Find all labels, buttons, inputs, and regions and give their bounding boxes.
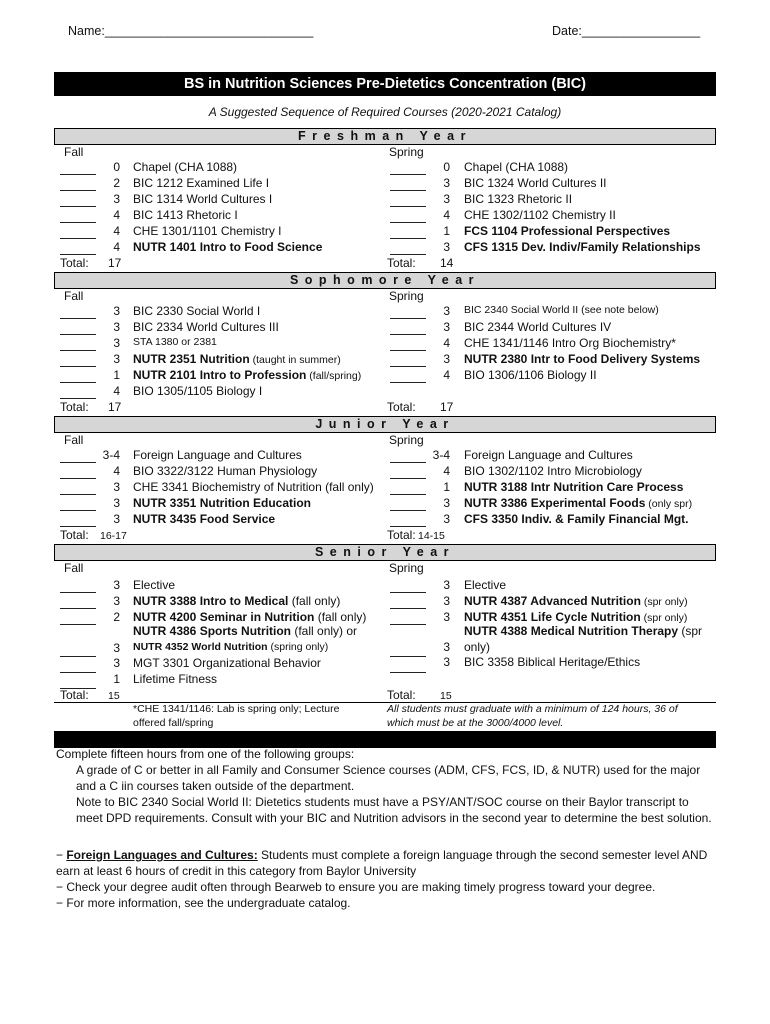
course-name [464,160,568,174]
course-name [133,176,269,190]
course-code: NUTR 3351 Nutrition Education [133,496,312,510]
total-label: Total: [60,528,89,542]
fall-label: Fall [64,289,84,303]
course-code: BIC 1413 Rhetoric I [133,208,238,222]
course-note: (taught in summer) [249,354,341,366]
course-name: BIC 3358 Biblical Heritage/Ethics [464,655,641,669]
total-label: Total: [387,528,416,542]
bullet: − [56,848,67,862]
credit-blank[interactable] [390,596,426,609]
credits: 4 [113,384,120,398]
credits: 3 [443,578,450,592]
course-note: (spring only) [267,641,329,653]
credits: 3 [113,578,120,592]
course-name [133,352,341,366]
credits: 3 [443,320,450,334]
credit-blank[interactable] [60,338,96,351]
course-name [133,384,262,398]
course-code: FCS 1104 Professional Perspectives [464,224,671,238]
notes-fl-text: Students must complete a foreign language through the second semester level AND earn at least 6 hours of credit in this category from Baylor University [56,848,708,878]
credit-blank[interactable] [60,482,96,495]
credit-blank[interactable] [390,580,426,593]
credits: 1 [113,672,120,686]
course-code: BIC 1212 Examined Life I [133,176,270,190]
course-name: Elective [133,578,176,592]
notes-intro: Complete fifteen hours from one of the following groups: [56,747,355,761]
credits: 0 [113,160,120,174]
spring-label: Spring [389,433,424,447]
credit-blank[interactable] [390,644,426,657]
credits: 4 [443,464,450,478]
course-name [133,610,366,624]
course-name [464,352,700,366]
graduation-note: All students must graduate with a minimum of 124 hours, 36 of which must be at the 3000/4000 level. [387,703,678,729]
course-code: NUTR 4200 Seminar in Nutrition [133,610,315,624]
credits: 3 [113,512,120,526]
notes-foreign-language [56,847,716,879]
credit-blank[interactable] [60,354,96,367]
credits: 2 [113,176,120,190]
spring-label: Spring [389,145,424,159]
credit-blank[interactable] [390,612,426,625]
course-name [464,208,616,222]
course-code: BIO 1302/1102 Intro Microbiology [464,464,642,478]
course-name [464,448,633,462]
course-name [133,496,311,510]
course-code: BIC 2334 World Cultures III [133,320,279,334]
course-code: NUTR 4388 Medical Nutrition Therapy [464,624,679,638]
credits: 4 [443,336,450,350]
total-value: 15 [108,690,120,702]
credits: 3 [113,480,120,494]
total-label: Total: [387,400,416,414]
course-code: CHE 3341 Biochemistry of Nutrition (fall only) [133,480,374,494]
course-note: (only spr) [645,498,693,510]
course-name [464,240,701,254]
course-code: BIC 1323 Rhetoric II [464,192,573,206]
notes-catalog: − For more information, see the undergraduate catalog. [56,896,351,910]
credits: 3 [443,610,450,624]
course-code: CHE 1301/1101 Chemistry I [133,224,282,238]
course-name [133,224,282,238]
credit-blank[interactable] [60,226,96,239]
credits: 3 [443,176,450,190]
credit-blank[interactable] [390,466,426,479]
course-code: NUTR 4387 Advanced Nutrition [464,594,641,608]
credits: 3 [443,640,450,654]
total-label: Total: [60,400,89,414]
credit-blank[interactable] [390,370,426,383]
course-name: MGT 3301 Organizational Behavior [133,656,321,670]
course-name [464,496,692,510]
course-code: NUTR 4351 Life Cycle Nutrition [464,610,641,624]
total-value: 14-15 [418,530,445,542]
credit-blank[interactable] [60,210,96,223]
credits: 3 [443,304,450,318]
credit-blank[interactable] [390,482,426,495]
course-name: Elective [464,578,507,592]
course-name [464,594,688,608]
total-value: 17 [108,256,122,270]
total-label: Total: [60,688,89,702]
credit-blank[interactable] [60,322,96,335]
credit-blank[interactable] [60,194,96,207]
credit-blank[interactable] [60,660,96,673]
course-name [133,304,260,318]
course-name [464,368,597,382]
course-name [133,594,340,608]
spring-label: Spring [389,289,424,303]
course-code: NUTR 3188 Intr Nutrition Care Process [464,480,684,494]
course-code: BIO 1306/1106 Biology II [464,368,597,382]
credit-blank[interactable] [60,242,96,255]
course-code: NUTR 2380 Intr to Food Delivery Systems [464,352,701,366]
course-code: CFS 3350 Indiv. & Family Financial Mgt. [464,512,689,526]
course-code: Chapel (CHA 1088) [133,160,238,174]
page-subtitle: A Suggested Sequence of Required Courses (2020-2021 Catalog) [208,105,562,119]
credit-blank[interactable] [60,450,96,463]
course-note: (fall only) [288,594,341,608]
course-note: (spr only) [640,596,688,608]
credits: 3 [443,655,450,669]
course-code: BIO 1305/1105 Biology I [133,384,263,398]
total-value: 15 [440,690,452,702]
course-name [464,464,642,478]
course-code: NUTR 1401 Intro to Food Science [133,240,323,254]
course-name [464,176,607,190]
credits: 3 [113,656,120,670]
course-name [464,512,689,526]
year-header-sophomore: Sophomore Year [54,272,716,289]
course-note: (fall only) [314,610,367,624]
credits: 4 [443,368,450,382]
credits: 3 [113,352,120,366]
credits: 3 [113,496,120,510]
credit-blank[interactable] [60,596,96,609]
course-code: NUTR 2351 Nutrition [133,352,250,366]
credit-blank[interactable] [390,498,426,511]
credits: 1 [113,368,120,382]
credit-blank[interactable] [390,354,426,367]
course-code: CHE 1341/1146 Intro Org Biochemistry* [464,336,676,350]
course-name [133,624,357,638]
credit-blank[interactable] [60,386,96,399]
course-name [464,336,676,350]
course-code: Foreign Language and Cultures [464,448,633,462]
course-name [464,320,611,334]
total-value: 14 [440,256,454,270]
senior-fall-label: Fall [64,561,84,575]
credits: 3 [113,336,120,350]
course-name: Lifetime Fitness [133,672,218,686]
course-code: BIC 2330 Social World I [133,304,261,318]
course-code: STA 1380 or 2381 [133,336,217,348]
credit-blank[interactable] [390,194,426,207]
credits: 1 [443,224,450,238]
year-header-junior: Junior Year [54,416,716,433]
course-name [133,320,279,334]
credit-blank[interactable] [390,514,426,527]
total-value: 16-17 [100,530,127,542]
credits: 1 [443,480,450,494]
notes-audit: − Check your degree audit often through Bearweb to ensure you are making timely progress toward your degree. [56,880,656,894]
credits: 3 [113,594,120,608]
credits: 0 [443,160,450,174]
course-name [133,160,237,174]
notes-bic2340: Note to BIC 2340 Social World II: Dietetics students must have a PSY/ANT/SOC course on their Baylor transcript to meet DPD requirements. Consult with your BIC and Nutrition advisors in the second year to determine the best solution. [76,795,712,825]
course-name [464,610,687,624]
credit-blank[interactable] [390,450,426,463]
course-name [133,512,275,526]
course-name [133,464,317,478]
course-code: CFS 1315 Dev. Indiv/Family Relationships [464,240,701,254]
course-code: BIC 1324 World Cultures II [464,176,607,190]
credits: 4 [113,208,120,222]
course-name [464,624,702,638]
credit-blank[interactable] [60,644,96,657]
course-code: NUTR 3435 Food Service [133,512,276,526]
credit-blank[interactable] [60,514,96,527]
course-note: only) [464,640,491,654]
course-code: NUTR 3386 Experimental Foods [464,496,646,510]
course-name [133,240,322,254]
credits: 3 [113,641,120,655]
course-name [464,224,670,238]
fall-label: Fall [64,433,84,447]
credits: 3-4 [432,448,450,462]
credits: 3 [443,240,450,254]
credits: 3 [443,512,450,526]
course-code: BIC 1314 World Cultures I [133,192,273,206]
credit-blank[interactable] [60,580,96,593]
credits: 4 [113,224,120,238]
credits: 3 [113,192,120,206]
course-name [133,336,217,348]
credits: 3 [443,594,450,608]
course-code: NUTR 4386 Sports Nutrition [133,624,292,638]
page-title: BS in Nutrition Sciences Pre-Dietetics Concentration (BIC) [54,72,716,96]
total-value: 17 [440,400,454,414]
course-name [133,480,374,494]
credit-blank[interactable] [390,660,426,673]
notes-grade: A grade of C or better in all Family and Consumer Science courses (ADM, CFS, FCS, ID, & NUTR) used for the major and a C iin courses taken outside of the department. [76,763,701,793]
credit-blank[interactable] [60,466,96,479]
course-name [464,192,572,206]
credits: 4 [443,208,450,222]
credits: 4 [113,240,120,254]
fall-label: Fall [64,145,84,159]
credit-blank[interactable] [390,322,426,335]
year-header-freshman: Freshman Year [54,128,716,145]
credit-blank[interactable] [60,178,96,191]
credits: 3 [443,192,450,206]
name-field-label: Name:______________________________ [68,24,314,38]
course-code: Foreign Language and Cultures [133,448,302,462]
course-code: BIO 3322/3122 Human Physiology [133,464,318,478]
course-name [133,208,238,222]
course-name [133,448,302,462]
credit-blank[interactable] [390,226,426,239]
credit-blank[interactable] [390,242,426,255]
date-field-label: Date:_________________ [552,24,701,38]
credits: 3 [443,352,450,366]
credits: 3 [113,304,120,318]
credits: 2 [113,610,120,624]
course-code: Chapel (CHA 1088) [464,160,569,174]
year-header-senior: Senior Year [54,544,716,561]
course-note: (fall/spring) [306,370,362,382]
credit-blank[interactable] [390,162,426,175]
credit-blank[interactable] [390,338,426,351]
course-code: NUTR 4352 World Nutrition [133,641,268,653]
credits: 3-4 [102,448,120,462]
course-code: BIC 2340 Social World II (see note below) [464,304,659,316]
credit-blank[interactable] [60,162,96,175]
credits: 3 [443,496,450,510]
course-name [133,368,361,382]
course-code: NUTR 3388 Intro to Medical [133,594,289,608]
credits: 4 [113,464,120,478]
total-label: Total: [387,688,416,702]
credit-blank[interactable] [60,612,96,625]
total-label: Total: [387,256,416,270]
course-name [133,192,272,206]
course-name [464,480,683,494]
credit-blank[interactable] [60,498,96,511]
course-note: (spr [678,624,703,638]
footnote: *CHE 1341/1146: Lab is spring only; Lecture offered fall/spring [133,703,340,729]
credit-blank[interactable] [60,306,96,319]
notes-fl-label: Foreign Languages and Cultures: [66,848,258,862]
course-code: NUTR 2101 Intro to Profession [133,368,307,382]
credit-blank[interactable] [390,210,426,223]
course-code: BIC 2344 World Cultures IV [464,320,612,334]
course-note: (spr only) [640,612,688,624]
total-label: Total: [60,256,89,270]
senior-spring-label: Spring [389,561,424,575]
credit-blank[interactable] [390,178,426,191]
credit-blank[interactable] [60,370,96,383]
course-name [133,641,328,653]
credit-blank[interactable] [390,306,426,319]
course-code: CHE 1302/1102 Chemistry II [464,208,616,222]
total-value: 17 [108,400,122,414]
course-note: (fall only) or [291,624,358,638]
credits: 3 [113,320,120,334]
course-name [464,304,659,316]
